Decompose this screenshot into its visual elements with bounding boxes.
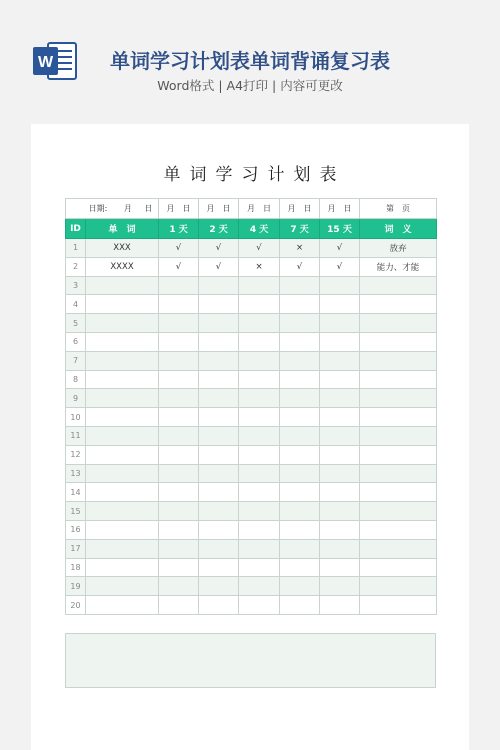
day7-cell[interactable] [280,520,320,539]
day4-cell[interactable] [239,332,280,351]
table-row [66,520,437,539]
day1-cell[interactable] [159,445,199,464]
table-row [66,239,437,258]
meaning-cell[interactable] [360,295,437,314]
word-cell[interactable]: XXX [86,239,159,258]
id-cell: 8 [66,370,86,389]
meaning-cell[interactable]: 放弃 [360,239,437,258]
document-page [31,124,469,750]
day2-cell[interactable] [199,577,239,596]
column-header-day15: 15 天 [320,219,360,239]
day15-cell[interactable]: √ [320,257,360,276]
day7-cell[interactable] [280,276,320,295]
page-number-cell[interactable]: 第 页 [360,199,437,219]
id-cell: 1 [66,239,86,258]
day2-cell[interactable] [199,520,239,539]
day15-cell[interactable] [320,539,360,558]
meaning-cell[interactable] [360,426,437,445]
day2-cell[interactable] [199,539,239,558]
table-row [66,295,437,314]
day15-cell[interactable] [320,314,360,333]
day15-cell[interactable] [320,295,360,314]
day15-cell[interactable] [320,445,360,464]
day4-cell[interactable] [239,276,280,295]
date-cell-7[interactable]: 月 日 [280,199,320,219]
day7-cell[interactable] [280,558,320,577]
id-cell: 13 [66,464,86,483]
meaning-cell[interactable] [360,445,437,464]
table-row [66,577,437,596]
day4-cell[interactable] [239,502,280,521]
table-row [66,596,437,615]
day2-cell[interactable] [199,276,239,295]
day15-cell[interactable] [320,464,360,483]
day1-cell[interactable]: √ [159,239,199,258]
word-plan-table [65,198,437,615]
word-cell[interactable] [86,502,159,521]
day4-cell[interactable] [239,370,280,389]
table-row [66,539,437,558]
day7-cell[interactable] [280,370,320,389]
word-cell[interactable] [86,370,159,389]
table-row [66,276,437,295]
meaning-cell[interactable] [360,596,437,615]
word-icon-letter: W [37,54,54,71]
meaning-cell[interactable]: 能力、才能 [360,257,437,276]
day15-cell[interactable] [320,276,360,295]
id-cell: 5 [66,314,86,333]
day7-cell[interactable] [280,351,320,370]
meaning-cell[interactable] [360,464,437,483]
day4-cell[interactable] [239,426,280,445]
day1-cell[interactable] [159,577,199,596]
id-cell: 17 [66,539,86,558]
table-row [66,314,437,333]
page-title: 单词学习计划表单词背诵复习表 [110,49,390,73]
notes-box[interactable] [65,633,436,688]
column-header-word: 单 词 [86,219,159,239]
day4-cell[interactable] [239,445,280,464]
day15-cell[interactable] [320,558,360,577]
id-cell: 20 [66,596,86,615]
table-row [66,426,437,445]
day15-cell[interactable] [320,370,360,389]
day1-cell[interactable]: √ [159,257,199,276]
word-cell[interactable] [86,389,159,408]
day15-cell[interactable] [320,520,360,539]
day7-cell[interactable] [280,295,320,314]
column-header-day7: 7 天 [280,219,320,239]
day1-cell[interactable] [159,483,199,502]
id-cell: 4 [66,295,86,314]
day2-cell[interactable] [199,314,239,333]
id-cell: 18 [66,558,86,577]
day2-cell[interactable] [199,408,239,427]
word-cell[interactable] [86,483,159,502]
day7-cell[interactable] [280,502,320,521]
id-cell: 14 [66,483,86,502]
page-subtitle: Word格式 | A4打印 | 内容可更改 [157,78,343,93]
day2-cell[interactable] [199,483,239,502]
word-cell[interactable] [86,558,159,577]
word-cell[interactable] [86,332,159,351]
table-row [66,408,437,427]
day15-cell[interactable] [320,483,360,502]
table-row [66,389,437,408]
id-cell: 3 [66,276,86,295]
day7-cell[interactable] [280,539,320,558]
day1-cell[interactable] [159,295,199,314]
day7-cell[interactable] [280,408,320,427]
date-row [66,199,437,219]
word-cell[interactable] [86,408,159,427]
day15-cell[interactable] [320,351,360,370]
day7-cell[interactable] [280,596,320,615]
day7-cell[interactable] [280,389,320,408]
id-cell: 9 [66,389,86,408]
meaning-cell[interactable] [360,276,437,295]
id-cell: 7 [66,351,86,370]
word-cell[interactable] [86,351,159,370]
word-cell[interactable] [86,464,159,483]
day15-cell[interactable] [320,596,360,615]
word-cell[interactable]: XXXX [86,257,159,276]
column-header-day4: 4 天 [239,219,280,239]
day1-cell[interactable] [159,426,199,445]
day4-cell[interactable] [239,389,280,408]
day7-cell[interactable]: √ [280,257,320,276]
day2-cell[interactable] [199,351,239,370]
day1-cell[interactable] [159,558,199,577]
day2-cell[interactable]: √ [199,239,239,258]
day1-cell[interactable] [159,389,199,408]
day2-cell[interactable] [199,426,239,445]
id-cell: 12 [66,445,86,464]
id-cell: 6 [66,332,86,351]
day2-cell[interactable] [199,502,239,521]
day1-cell[interactable] [159,520,199,539]
table-row [66,445,437,464]
meaning-cell[interactable] [360,483,437,502]
word-cell[interactable] [86,445,159,464]
day4-cell[interactable] [239,558,280,577]
id-cell: 19 [66,577,86,596]
word-cell[interactable] [86,276,159,295]
meaning-cell[interactable] [360,408,437,427]
table-row [66,464,437,483]
day2-cell[interactable] [199,370,239,389]
word-cell[interactable] [86,577,159,596]
column-header-id: ID [66,219,86,239]
id-cell: 16 [66,520,86,539]
table-row [66,257,437,276]
day2-cell[interactable] [199,596,239,615]
day4-cell[interactable] [239,596,280,615]
word-cell[interactable] [86,539,159,558]
day4-cell[interactable] [239,351,280,370]
date-cell-1[interactable]: 月 日 [159,199,199,219]
day1-cell[interactable] [159,370,199,389]
id-cell: 10 [66,408,86,427]
meaning-cell[interactable] [360,389,437,408]
word-cell[interactable] [86,520,159,539]
day7-cell[interactable] [280,332,320,351]
day1-cell[interactable] [159,408,199,427]
day1-cell[interactable] [159,276,199,295]
day2-cell[interactable] [199,445,239,464]
id-cell: 15 [66,502,86,521]
day1-cell[interactable] [159,464,199,483]
date-cell-4[interactable]: 月 日 [239,199,280,219]
meaning-cell[interactable] [360,351,437,370]
date-cell-15[interactable]: 月 日 [320,199,360,219]
day15-cell[interactable] [320,502,360,521]
day2-cell[interactable] [199,464,239,483]
day2-cell[interactable] [199,295,239,314]
column-header-day2: 2 天 [199,219,239,239]
meaning-cell[interactable] [360,539,437,558]
day7-cell[interactable] [280,426,320,445]
day7-cell[interactable] [280,445,320,464]
day4-cell[interactable] [239,520,280,539]
date-cell[interactable]: 日期: 月 日 [66,199,159,219]
day1-cell[interactable] [159,351,199,370]
meaning-cell[interactable] [360,577,437,596]
page-header [0,0,500,110]
day15-cell[interactable] [320,577,360,596]
day15-cell[interactable] [320,389,360,408]
day4-cell[interactable]: × [239,257,280,276]
day1-cell[interactable] [159,314,199,333]
day4-cell[interactable] [239,464,280,483]
day7-cell[interactable] [280,464,320,483]
meaning-cell[interactable] [360,558,437,577]
column-header-day1: 1 天 [159,219,199,239]
id-cell: 11 [66,426,86,445]
word-cell[interactable] [86,596,159,615]
table-row [66,558,437,577]
meaning-cell[interactable] [360,314,437,333]
day7-cell[interactable]: × [280,239,320,258]
day2-cell[interactable] [199,332,239,351]
day2-cell[interactable] [199,558,239,577]
word-cell[interactable] [86,426,159,445]
table-row [66,370,437,389]
day1-cell[interactable] [159,332,199,351]
day15-cell[interactable] [320,408,360,427]
date-cell-2[interactable]: 月 日 [199,199,239,219]
day15-cell[interactable] [320,332,360,351]
meaning-cell[interactable] [360,502,437,521]
meaning-cell[interactable] [360,370,437,389]
day7-cell[interactable] [280,577,320,596]
word-cell[interactable] [86,314,159,333]
column-header-row [66,219,437,239]
meaning-cell[interactable] [360,520,437,539]
id-cell: 2 [66,257,86,276]
table-row [66,351,437,370]
day2-cell[interactable]: √ [199,257,239,276]
day4-cell[interactable]: √ [239,239,280,258]
day15-cell[interactable]: √ [320,239,360,258]
document-title: 单词学习计划表 [163,165,346,185]
word-cell[interactable] [86,295,159,314]
meaning-cell[interactable] [360,332,437,351]
column-header-meaning: 词 义 [360,219,437,239]
day4-cell[interactable] [239,314,280,333]
day1-cell[interactable] [159,539,199,558]
day4-cell[interactable] [239,539,280,558]
table-row [66,332,437,351]
day1-cell[interactable] [159,596,199,615]
day1-cell[interactable] [159,502,199,521]
day4-cell[interactable] [239,483,280,502]
day15-cell[interactable] [320,426,360,445]
day4-cell[interactable] [239,408,280,427]
table-row [66,483,437,502]
table-row [66,502,437,521]
day7-cell[interactable] [280,483,320,502]
day4-cell[interactable] [239,577,280,596]
day2-cell[interactable] [199,389,239,408]
day7-cell[interactable] [280,314,320,333]
day4-cell[interactable] [239,295,280,314]
